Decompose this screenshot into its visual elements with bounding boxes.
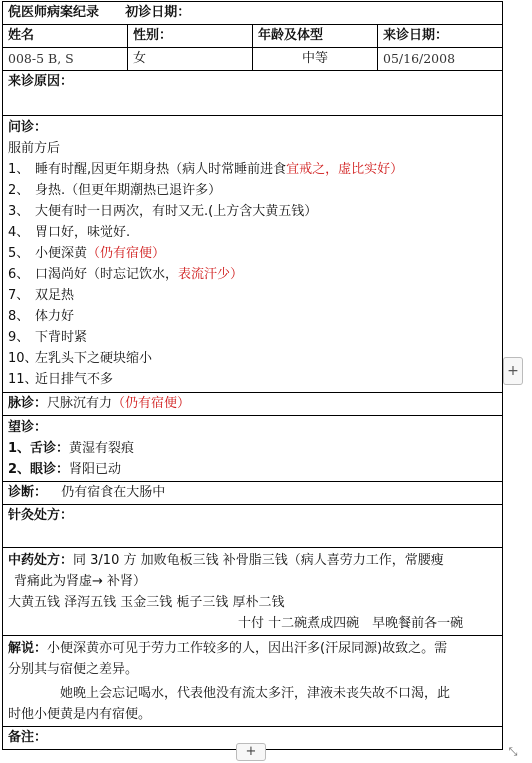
visit-date-label: 来诊日期： bbox=[378, 25, 503, 48]
pulse-section bbox=[3, 393, 503, 416]
inquiry-item bbox=[8, 369, 497, 390]
inquiry-item-number: 6、 bbox=[8, 267, 30, 282]
herbal-line2: 背痛此为肾虚→ 补肾） bbox=[14, 574, 147, 589]
inquiry-item-number: 1、 bbox=[8, 162, 30, 177]
patient-build: 中等 bbox=[253, 48, 378, 71]
inquiry-item-number: 2、 bbox=[8, 183, 30, 198]
eye-text: 肾阳已动 bbox=[69, 462, 122, 477]
resize-handle-icon[interactable]: ⤡ bbox=[508, 745, 518, 758]
inquiry-item-number: 9、 bbox=[8, 330, 30, 345]
reason-section bbox=[3, 71, 503, 116]
add-row-button[interactable]: + bbox=[236, 743, 266, 761]
pulse-note: （仍有宿便） bbox=[112, 396, 191, 411]
diagnosis-label: 诊断： bbox=[8, 485, 48, 500]
name-label: 姓名 bbox=[3, 25, 128, 48]
explanation-section bbox=[3, 636, 503, 727]
inquiry-item bbox=[8, 264, 497, 285]
eye-label: 2、眼诊： bbox=[8, 462, 70, 477]
inquiry-item-text: 双足热 bbox=[35, 288, 75, 303]
inquiry-list bbox=[8, 159, 497, 390]
inquiry-item-number: 11、 bbox=[8, 372, 38, 387]
herbal-line3: 大黄五钱 泽泻五钱 玉金三钱 栀子三钱 厚朴二钱 bbox=[8, 595, 285, 610]
inquiry-item bbox=[8, 159, 497, 180]
diagnosis-text: 仍有宿食在大肠中 bbox=[61, 485, 166, 500]
inquiry-item-text: 睡有时醒,因更年期身热（病人时常睡前进食 bbox=[35, 162, 287, 177]
remarks-label: 备注： bbox=[8, 730, 48, 745]
inquiry-item bbox=[8, 348, 497, 369]
inquiry-item-number: 10、 bbox=[8, 351, 38, 366]
inquiry-item-number: 7、 bbox=[8, 288, 30, 303]
explanation-text1: 小便深黄亦可见于劳力工作较多的人，因出汗多(汗尿同源)故致之。需 bbox=[47, 641, 448, 656]
age-label: 年龄及体型 bbox=[253, 25, 378, 48]
sex-label: 性别： bbox=[128, 25, 253, 48]
inquiry-item-text: 口渴尚好（时忘记饮水， bbox=[35, 267, 179, 282]
explanation-text4: 时他小便黄是内有宿便。 bbox=[8, 707, 152, 722]
record-title: 倪医师病案纪录 bbox=[8, 5, 100, 20]
inquiry-item-note: 宜戒之，虚比实好） bbox=[286, 162, 404, 177]
record-table bbox=[2, 1, 503, 750]
inquiry-item-number: 5、 bbox=[8, 246, 30, 261]
inquiry-intro: 服前方后 bbox=[8, 141, 61, 156]
explanation-text2: 分别其与宿便之差异。 bbox=[8, 662, 139, 677]
inquiry-item bbox=[8, 243, 497, 264]
herbal-line4: 十付 十二碗煮成四碗 早晚餐前各一碗 bbox=[238, 616, 464, 631]
observation-label: 望诊： bbox=[8, 420, 48, 435]
acupuncture-section bbox=[3, 505, 503, 548]
inquiry-item bbox=[8, 201, 497, 222]
herbal-section bbox=[3, 548, 503, 636]
inquiry-item-text: 小便深黄 bbox=[35, 246, 88, 261]
inquiry-item-text: 下背时紧 bbox=[35, 330, 88, 345]
inquiry-item-text: 近日排气不多 bbox=[35, 372, 114, 387]
inquiry-item-text: 大便有时一日两次，有时又无.(上方含大黄五钱） bbox=[35, 204, 318, 219]
herbal-label: 中药处方： bbox=[8, 553, 74, 568]
observation-section bbox=[3, 416, 503, 482]
inquiry-label: 问诊： bbox=[8, 120, 48, 135]
inquiry-section bbox=[3, 116, 503, 393]
first-visit-label: 初诊日期： bbox=[125, 5, 191, 20]
inquiry-item-text: 体力好 bbox=[35, 309, 75, 324]
inquiry-item bbox=[8, 306, 497, 327]
patient-id: 008-5 B, S bbox=[3, 48, 128, 71]
visit-date: 05/16/2008 bbox=[378, 48, 503, 71]
add-column-button[interactable]: + bbox=[503, 357, 523, 385]
explanation-text3: 她晚上会忘记喝水，代表他没有流太多汗，津液未丧失故不口渴，此 bbox=[60, 686, 451, 701]
herbal-line1: 同 3/10 方 加败龟板三钱 补骨脂三钱（病人喜劳力工作，常腰瘦 bbox=[73, 553, 444, 568]
explanation-label: 解说： bbox=[8, 641, 48, 656]
patient-sex: 女 bbox=[128, 48, 253, 71]
inquiry-item-text: 左乳头下之硬块缩小 bbox=[35, 351, 153, 366]
inquiry-item bbox=[8, 327, 497, 348]
medical-record bbox=[2, 1, 502, 750]
pulse-text: 尺脉沉有力 bbox=[47, 396, 113, 411]
inquiry-item-number: 3、 bbox=[8, 204, 30, 219]
inquiry-item bbox=[8, 222, 497, 243]
inquiry-item-text: 身热.（但更年期潮热已退许多） bbox=[35, 183, 222, 198]
tongue-label: 1、舌诊： bbox=[8, 441, 70, 456]
inquiry-item bbox=[8, 285, 497, 306]
inquiry-item-number: 8、 bbox=[8, 309, 30, 324]
reason-label: 来诊原因： bbox=[8, 74, 74, 89]
pulse-label: 脉诊： bbox=[8, 396, 48, 411]
inquiry-item-note: 表流汗少） bbox=[178, 267, 244, 282]
diagnosis-section bbox=[3, 482, 503, 505]
header-row bbox=[3, 2, 503, 25]
inquiry-item-text: 胃口好，味觉好. bbox=[35, 225, 131, 240]
tongue-text: 黄湿有裂痕 bbox=[69, 441, 135, 456]
inquiry-item bbox=[8, 180, 497, 201]
inquiry-item-note: （仍有宿便） bbox=[87, 246, 166, 261]
acupuncture-label: 针灸处方： bbox=[8, 508, 74, 523]
inquiry-item-number: 4、 bbox=[8, 225, 30, 240]
